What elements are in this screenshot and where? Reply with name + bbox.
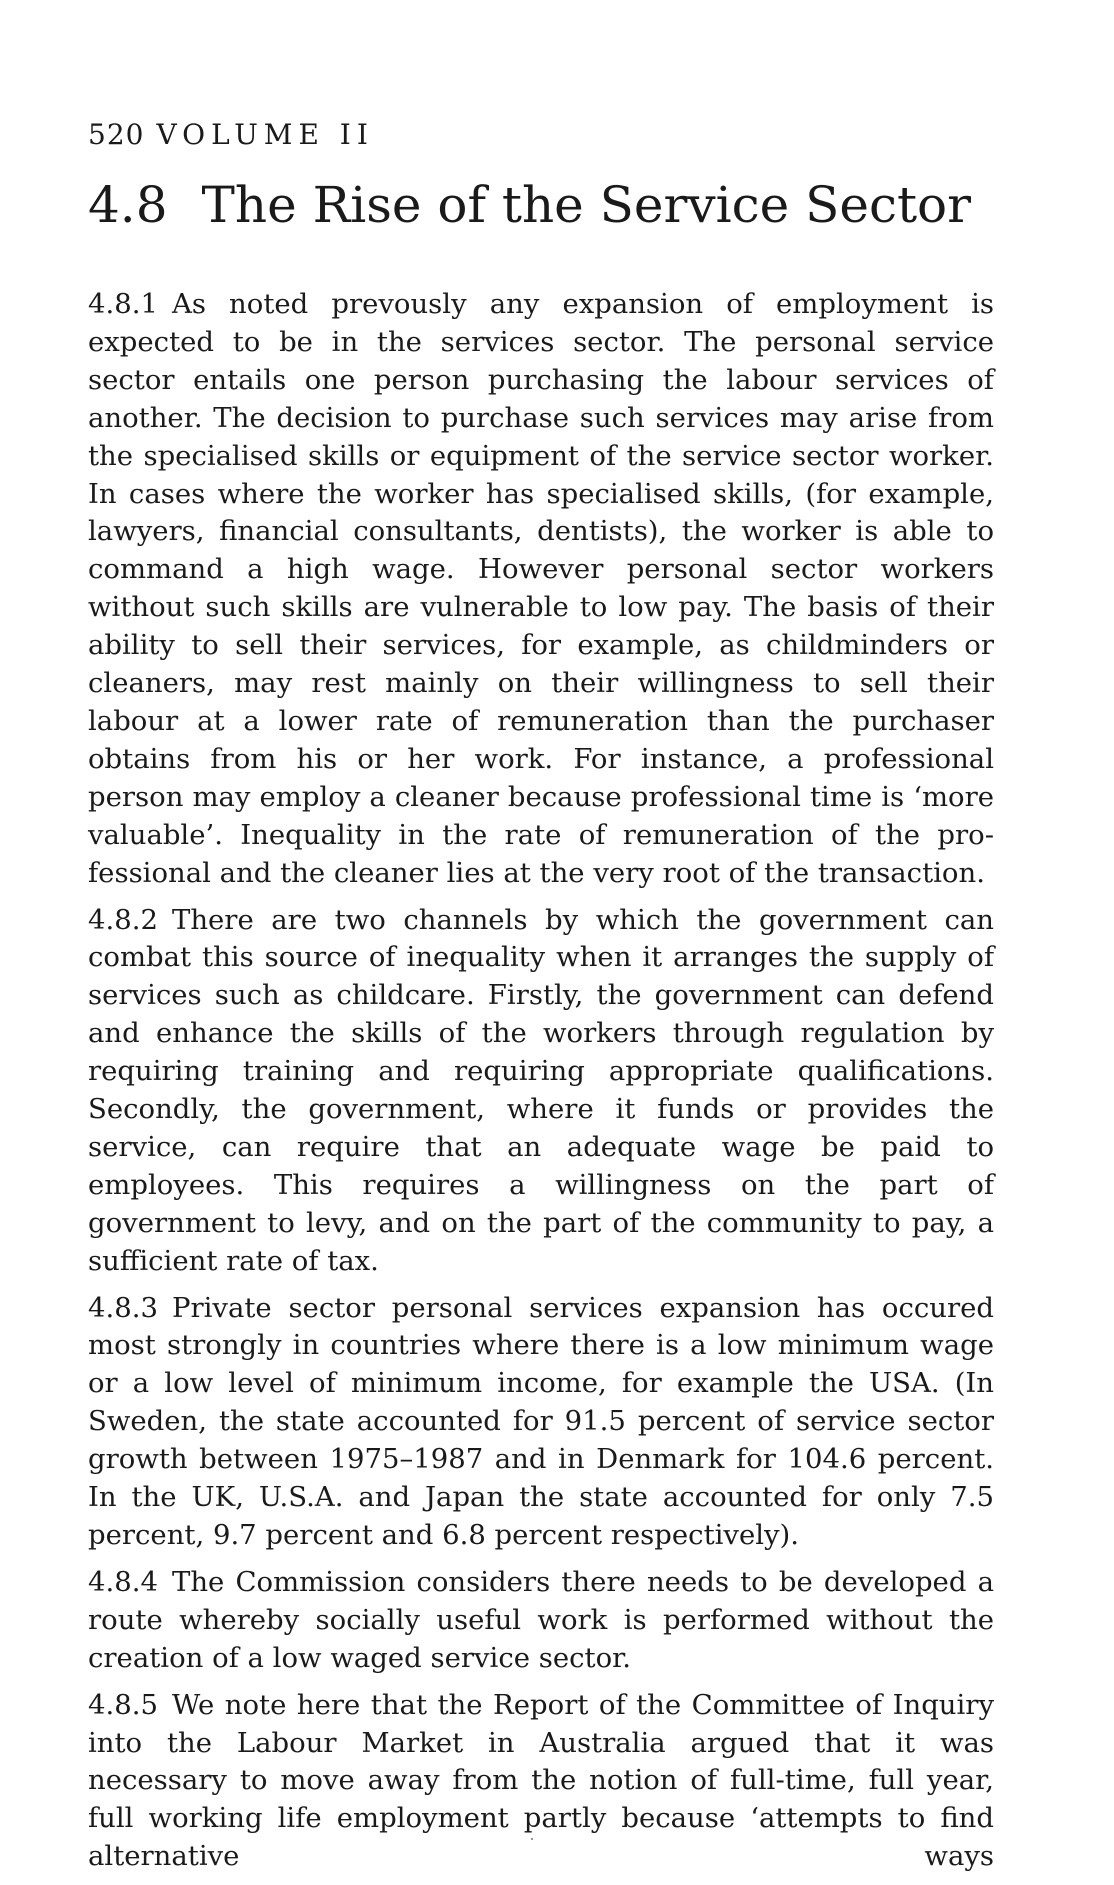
paragraph-number: 4.8.2 (88, 903, 158, 936)
page-number: 520 (88, 118, 145, 151)
paragraph-4-8-4 (88, 1564, 994, 1678)
paragraph-4-8-2 (88, 902, 994, 1281)
paragraph-4-8-1 (88, 286, 994, 893)
paragraph-text: Private sector personal services expansion has occured most strongly in countries where there is a low minimum wage or a low level of minimum income, for example the USA. (In Sweden, the state accounted for 91.5 percent of service sector growth between 1975–1987 and in Denmark for 104.6 percent. In the UK, U.S.A. and Japan the state accounted for only 7.5 percent, 9.7 percent and 6.8 percent respectively). (88, 1291, 994, 1551)
body-text (88, 286, 994, 1885)
running-head (88, 118, 374, 151)
paragraph-text: The Commission considers there needs to be developed a route whereby socially useful work is performed without the creation of a low waged service sector. (88, 1565, 994, 1674)
paragraph-text: We note here that the Report of the Committee of Inquiry into the Labour Market in Australia argued that it was necessary to move away from the notion of full-time, full year, full working life employment partly because ‘attempts to find alternative ways (88, 1688, 994, 1873)
paragraph-text: There are two channels by which the government can combat this source of inequality when it arranges the supply of services such as childcare. Firstly, the government can defend and enhance the skills of the workers through regulation by requiring training and requiring appropriate qualifications. Secondly, the government, where it funds or provides the service, can require that an adequate wage be paid to employees. This requires a willingness on the part of government to levy, and on the part of the community to pay, a sufficient rate of tax. (88, 903, 994, 1277)
paragraph-text: As noted prevously any expansion of employment is expected to be in the services sector. The personal service sector entails one person purchasing the labour services of another. The decision to purchase such services may arise from the specialised skills or equipment of the service sector worker. In cases where the worker has specialised skills, (for example, lawyers, financial consultants, dentists), the worker is able to command a high wage. However personal sector workers without such skills are vulnerable to low pay. The basis of their ability to sell their services, for example, as childminders or cleaners, may rest mainly on their willingness to sell their labour at a lower rate of remuneration than the purchaser obtains from his or her work. For instance, a professional person may employ a cleaner because professional time is ‘more valuable’. Inequality in the rate of remuneration of the professional and the cleaner lies at the very root of the transaction. (88, 288, 994, 889)
paragraph-number: 4.8.3 (88, 1291, 158, 1324)
paragraph-4-8-3 (88, 1290, 994, 1555)
section-number: 4.8 (88, 176, 168, 234)
paragraph-4-8-5 (88, 1687, 994, 1877)
section-heading (88, 176, 971, 234)
volume-label: VOLUME II (156, 118, 374, 151)
paragraph-number: 4.8.5 (88, 1688, 158, 1721)
scan-speck (531, 1838, 533, 1840)
paragraph-number: 4.8.1 (88, 288, 158, 320)
paragraph-number: 4.8.4 (88, 1565, 158, 1598)
section-title: The Rise of the Service Sector (201, 176, 972, 234)
